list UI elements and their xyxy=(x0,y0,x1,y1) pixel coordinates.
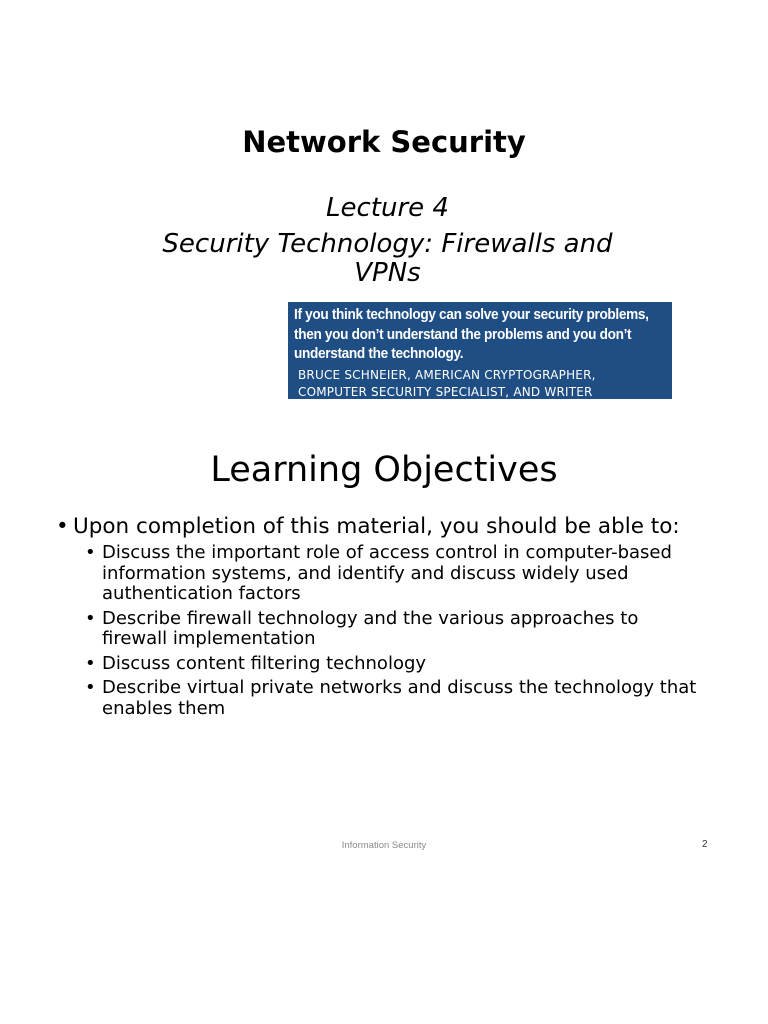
list-item xyxy=(85,543,702,605)
lecture-subtitle: Security Technology: Firewalls and VPNs xyxy=(162,229,613,288)
objectives-intro-item xyxy=(56,513,756,541)
bullet-icon: • xyxy=(56,514,69,539)
list-item-text: Describe firewall technology and the various approaches to firewall implementation xyxy=(102,607,639,649)
list-item xyxy=(85,678,702,719)
objectives-sublist xyxy=(56,543,756,719)
section-heading: Learning Objectives xyxy=(210,450,558,490)
bullet-icon: • xyxy=(85,607,96,629)
page-number: 2 xyxy=(702,839,708,850)
objectives-list xyxy=(56,513,756,723)
list-item xyxy=(85,609,702,650)
quote-author xyxy=(294,367,666,401)
bullet-icon: • xyxy=(85,652,96,674)
bullet-icon: • xyxy=(85,677,96,698)
list-item-text: Describe virtual private networks and discuss the technology that enables them xyxy=(102,677,697,719)
quote-author-line-1: BRUCE SCHNEIER, AMERICAN CRYPTOGRAPHER, xyxy=(298,367,596,382)
quote-author-line-2: COMPUTER SECURITY SPECIALIST, AND WRITER xyxy=(298,384,593,399)
list-item-text: Discuss the important role of access control in computer-based information systems, and identify and discuss widely used authentication factors xyxy=(102,542,672,604)
objectives-intro: Upon completion of this material, you should be able to: xyxy=(73,514,680,539)
footer-text: Information Security xyxy=(341,840,427,851)
list-item xyxy=(85,654,702,675)
lecture-number: Lecture 4 xyxy=(326,193,449,223)
list-item-text: Discuss content filtering technology xyxy=(102,652,427,674)
slide-title: Network Security xyxy=(242,125,526,159)
quote-box xyxy=(288,302,672,399)
bullet-icon: • xyxy=(85,542,96,563)
quote-text: If you think technology can solve your security problems, then you don’t understand the problems and you don’t understand the technology. xyxy=(294,307,649,362)
